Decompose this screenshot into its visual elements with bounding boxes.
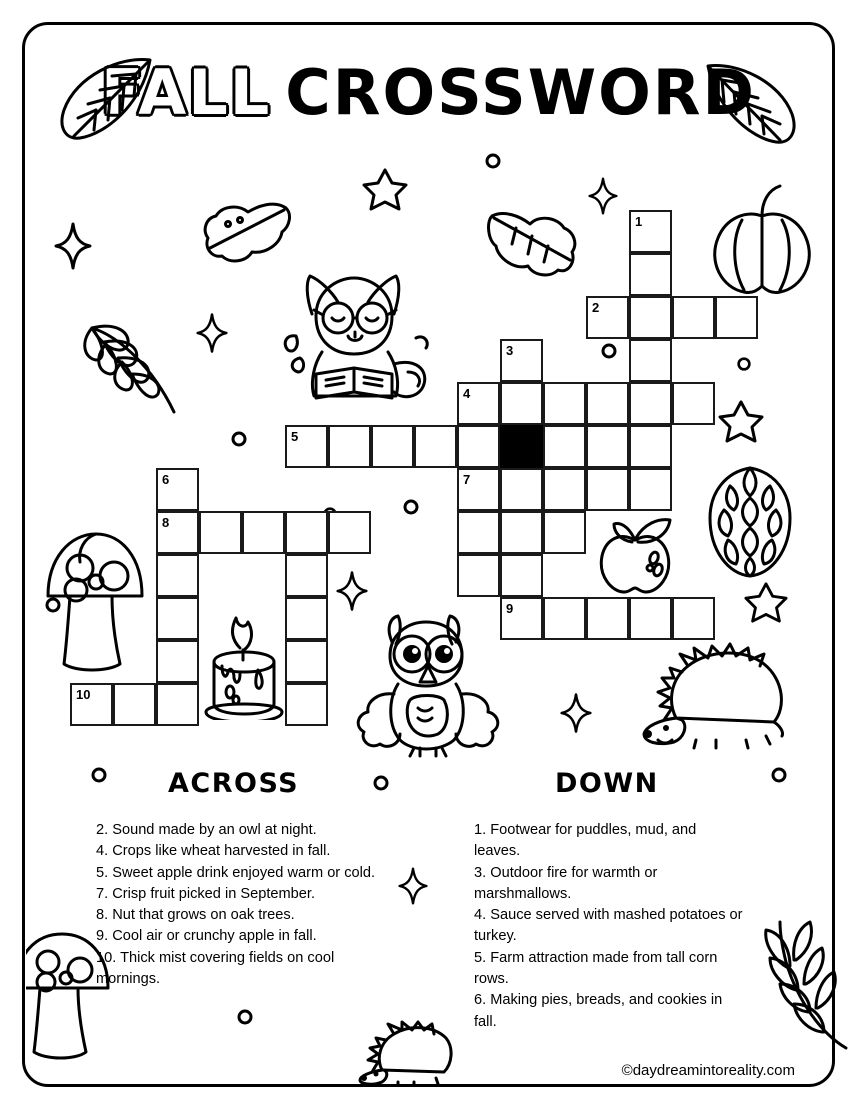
clue-item: 4. Sauce served with mashed potatoes or turkey. bbox=[474, 907, 743, 945]
grid-cell[interactable] bbox=[156, 554, 199, 597]
grid-cell[interactable] bbox=[285, 597, 328, 640]
grid-cell[interactable]: 2 bbox=[586, 296, 629, 339]
grid-cell[interactable] bbox=[156, 640, 199, 683]
grid-cell[interactable] bbox=[414, 425, 457, 468]
grid-cell-blocked bbox=[500, 425, 543, 468]
grid-cell[interactable] bbox=[629, 296, 672, 339]
grid-cell[interactable] bbox=[500, 554, 543, 597]
clue-item: 9. Cool air or crunchy apple in fall. bbox=[96, 928, 317, 945]
grid-cell[interactable]: 5 bbox=[285, 425, 328, 468]
grid-cell[interactable] bbox=[586, 425, 629, 468]
grid-cell[interactable] bbox=[156, 683, 199, 726]
site-credit: ©daydreamintoreality.com bbox=[621, 1062, 795, 1079]
grid-cell[interactable]: 10 bbox=[70, 683, 113, 726]
branch-bottom-right-icon bbox=[756, 916, 852, 1056]
grid-cell[interactable] bbox=[586, 597, 629, 640]
grid-cell[interactable] bbox=[328, 511, 371, 554]
dot-icon bbox=[90, 766, 108, 784]
grid-cell[interactable] bbox=[285, 511, 328, 554]
grid-cell[interactable] bbox=[285, 554, 328, 597]
grid-cell[interactable] bbox=[113, 683, 156, 726]
down-heading: DOWN bbox=[555, 768, 659, 799]
title-word-crossword: CROSSWORD bbox=[285, 56, 757, 129]
grid-cell[interactable]: 4 bbox=[457, 382, 500, 425]
grid-cell[interactable] bbox=[457, 425, 500, 468]
grid-cell[interactable] bbox=[672, 296, 715, 339]
hedgehog-bottom-icon bbox=[352, 1020, 456, 1086]
dot-icon bbox=[770, 766, 788, 784]
grid-cell[interactable] bbox=[328, 425, 371, 468]
grid-cell[interactable]: 9 bbox=[500, 597, 543, 640]
clue-item: 7. Crisp fruit picked in September. bbox=[96, 885, 316, 902]
grid-cell[interactable] bbox=[500, 511, 543, 554]
grid-cell[interactable] bbox=[371, 425, 414, 468]
grid-cell[interactable] bbox=[543, 425, 586, 468]
clue-item: 5. Sweet apple drink enjoyed warm or cold. bbox=[96, 864, 376, 881]
grid-cell[interactable] bbox=[543, 511, 586, 554]
grid-cell[interactable] bbox=[629, 597, 672, 640]
grid-cell[interactable] bbox=[586, 382, 629, 425]
down-clue-list bbox=[474, 820, 746, 1033]
grid-cell[interactable] bbox=[543, 382, 586, 425]
grid-cell[interactable]: 7 bbox=[457, 468, 500, 511]
grid-cell[interactable] bbox=[586, 468, 629, 511]
clue-item: 2. Sound made by an owl at night. bbox=[96, 822, 317, 838]
clue-item: 6. Making pies, breads, and cookies in fall. bbox=[474, 992, 723, 1030]
grid-cell[interactable]: 8 bbox=[156, 511, 199, 554]
grid-cell[interactable]: 6 bbox=[156, 468, 199, 511]
grid-cell[interactable] bbox=[285, 640, 328, 683]
grid-cell[interactable] bbox=[672, 597, 715, 640]
grid-cell[interactable] bbox=[500, 468, 543, 511]
grid-cell[interactable] bbox=[629, 468, 672, 511]
grid-cell[interactable] bbox=[629, 425, 672, 468]
clue-item: 8. Nut that grows on oak trees. bbox=[96, 907, 295, 924]
title-word-fall: FALL bbox=[100, 56, 272, 129]
grid-cell[interactable]: 3 bbox=[500, 339, 543, 382]
grid-cell[interactable] bbox=[543, 597, 586, 640]
dot-icon bbox=[236, 1008, 254, 1026]
grid-cell[interactable] bbox=[500, 382, 543, 425]
across-clue-list bbox=[96, 820, 376, 990]
grid-cell[interactable] bbox=[242, 511, 285, 554]
grid-cell[interactable] bbox=[629, 382, 672, 425]
grid-cell[interactable] bbox=[543, 468, 586, 511]
dot-icon bbox=[372, 774, 390, 792]
grid-cell[interactable] bbox=[199, 511, 242, 554]
clue-item: 4. Crops like wheat harvested in fall. bbox=[96, 843, 331, 860]
grid-cell[interactable] bbox=[457, 511, 500, 554]
grid-cell[interactable]: 1 bbox=[629, 210, 672, 253]
grid-cell[interactable] bbox=[629, 339, 672, 382]
grid-cell[interactable] bbox=[672, 382, 715, 425]
sparkle-icon bbox=[398, 866, 428, 906]
grid-cell[interactable] bbox=[629, 253, 672, 296]
clue-item: 3. Outdoor fire for warmth or marshmallows. bbox=[474, 864, 658, 902]
clue-item: 5. Farm attraction made from tall corn rows. bbox=[474, 949, 718, 988]
grid-cell[interactable] bbox=[715, 296, 758, 339]
clue-item: 1. Footwear for puddles, mud, and leaves. bbox=[474, 822, 697, 860]
grid-cell[interactable] bbox=[285, 683, 328, 726]
across-heading: ACROSS bbox=[168, 768, 300, 799]
clue-item: 10. Thick mist covering fields on cool mornings. bbox=[96, 949, 335, 988]
grid-cell[interactable] bbox=[156, 597, 199, 640]
grid-cell[interactable] bbox=[457, 554, 500, 597]
